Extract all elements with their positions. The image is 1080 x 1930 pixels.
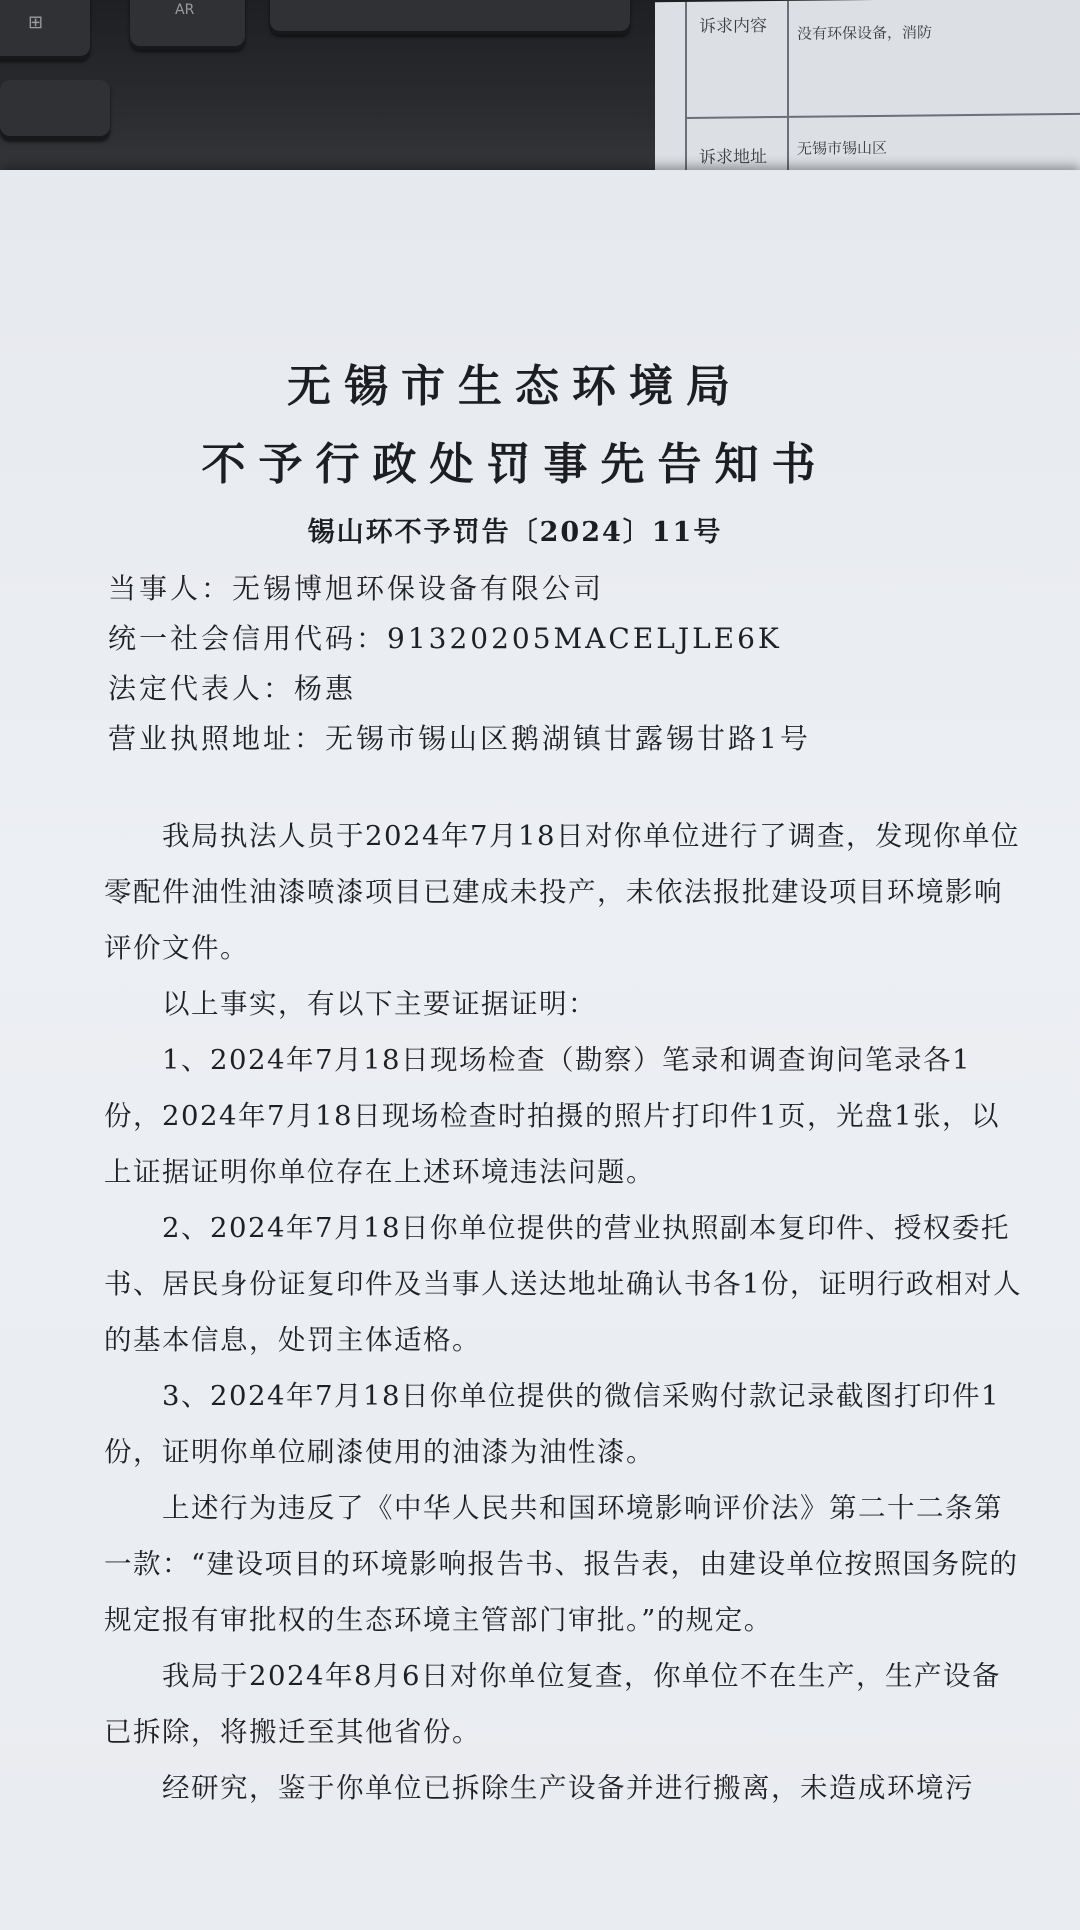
keyboard-key-label: AR xyxy=(175,2,195,18)
table-row xyxy=(687,0,1080,119)
paragraph xyxy=(104,808,1024,976)
legal-representative-field: 法定代表人：杨惠 xyxy=(108,672,357,705)
keyboard-key xyxy=(130,0,245,50)
paragraph-text: 我局执法人员于2024年7月18日对你单位进行了调查，发现你单位零配件油性油漆喷漆项目已建成未投产，未依法报批建设项目环境影响评价文件。 xyxy=(104,820,1020,964)
issuer-title: 无锡市生态环境局 xyxy=(287,361,743,412)
notice-document xyxy=(0,170,1080,1930)
background-table-sheet xyxy=(655,0,1080,177)
paragraph-text: 我局于2024年8月6日对你单位复查，你单位不在生产，生产设备已拆除，将搬迁至其他省份。 xyxy=(104,1660,1001,1748)
paragraph xyxy=(104,1368,1024,1480)
table-cell-label: 诉求地址 xyxy=(699,147,767,168)
business-address-field: 营业执照地址：无锡市锡山区鹅湖镇甘露锡甘路1号 xyxy=(108,722,811,755)
windows-icon: ⊞ xyxy=(28,12,44,33)
keyboard-key xyxy=(0,0,90,60)
paragraph-text: 2、2024年7月18日你单位提供的营业执照副本复印件、授权委托书、居民身份证复印件及当事人送达地址确认书各1份，证明行政相对人的基本信息，处罚主体适格。 xyxy=(104,1212,1022,1356)
party-field: 当事人：无锡博旭环保设备有限公司 xyxy=(108,572,605,605)
credit-code-field: 统一社会信用代码：91320205MACELJLE6K xyxy=(108,622,782,655)
paragraph-text: 1、2024年7月18日现场检查（勘察）笔录和调查询问笔录各1份，2024年7月18日现场检查时拍摄的照片打印件1页，光盘1张，以上证据证明你单位存在上述环境违法问题。 xyxy=(104,1044,1000,1188)
paragraph-text: 以上事实，有以下主要证据证明： xyxy=(162,988,597,1020)
paragraph xyxy=(104,1200,1024,1368)
paragraph xyxy=(104,1032,1024,1200)
table-row xyxy=(687,115,1080,177)
paragraph xyxy=(104,976,1024,1032)
table-cell-value: 无锡市锡山区 xyxy=(797,138,888,158)
paragraph-text: 3、2024年7月18日你单位提供的微信采购付款记录截图打印件1份，证明你单位刷漆使用的油漆为油性漆。 xyxy=(104,1380,1000,1468)
document-title: 不予行政处罚事先告知书 xyxy=(201,439,829,490)
background-table xyxy=(685,0,1080,177)
keyboard-key xyxy=(270,0,630,35)
paragraph xyxy=(104,1480,1024,1648)
paragraph xyxy=(104,1648,1024,1760)
document-number: 锡山环不予罚告〔2024〕11号 xyxy=(307,517,723,548)
paragraph xyxy=(104,1760,1024,1816)
paragraph-text: 经研究，鉴于你单位已拆除生产设备并进行搬离，未造成环境污 xyxy=(162,1772,974,1804)
table-cell-label: 诉求内容 xyxy=(699,16,767,37)
keyboard-key xyxy=(0,80,110,140)
table-cell-value: 没有环保设备，消防 xyxy=(797,23,933,43)
paragraph-text: 上述行为违反了《中华人民共和国环境影响评价法》第二十二条第一款：“建设项目的环境影响报告书、报告表，由建设单位按照国务院的规定报有审批权的生态环境主管部门审批。”的规定。 xyxy=(104,1492,1019,1636)
